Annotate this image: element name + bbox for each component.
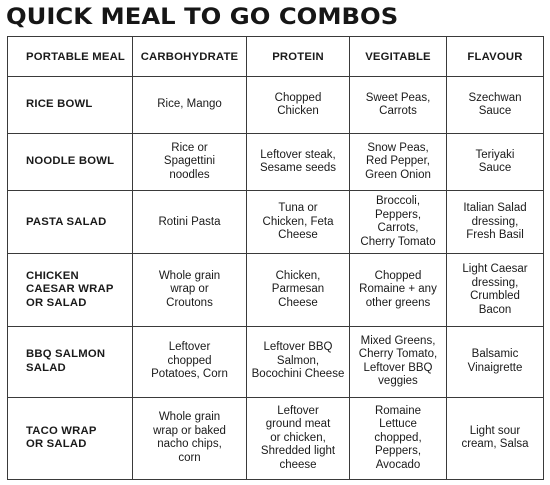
carbohydrate-text: Leftover chopped Potatoes, Corn (151, 341, 228, 381)
table-row (8, 191, 544, 254)
table-row (8, 254, 544, 326)
protein-text: Tuna or Chicken, Feta Cheese (262, 202, 334, 242)
protein-text: Leftover BBQ Salmon, Bocochini Cheese (251, 341, 345, 381)
table-header-row (8, 37, 544, 77)
vegitable-cell (350, 397, 447, 479)
vegitable-text: Snow Peas, Red Pepper, Green Onion (365, 141, 431, 181)
carbohydrate-cell (133, 134, 247, 191)
flavour-cell (447, 191, 544, 254)
carbohydrate-text: Rice, Mango (157, 98, 222, 111)
carbohydrate-cell (133, 77, 247, 134)
carbohydrate-cell (133, 326, 247, 397)
table-row (8, 326, 544, 397)
vegitable-text: Sweet Peas, Carrots (365, 91, 431, 118)
meal-name-text: NOODLE BOWL (26, 155, 115, 168)
flavour-text: Light sour cream, Salsa (461, 424, 529, 451)
carbohydrate-cell (133, 191, 247, 254)
column-header-protein: PROTEIN (247, 37, 350, 77)
flavour-cell (447, 397, 544, 479)
vegitable-cell (350, 254, 447, 326)
vegitable-cell (350, 77, 447, 134)
meal-name-text: CHICKEN CAESAR WRAP OR SALAD (26, 269, 114, 309)
meal-name (8, 77, 133, 134)
vegitable-cell (350, 191, 447, 254)
carbohydrate-cell (133, 254, 247, 326)
carbohydrate-text: Whole grain wrap or baked nacho chips, corn (153, 411, 226, 464)
flavour-text: Teriyaki Sauce (475, 148, 515, 175)
carbohydrate-text: Whole grain wrap or Croutons (158, 269, 221, 309)
table-row (8, 77, 544, 134)
column-header-vegitable: VEGITABLE (350, 37, 447, 77)
protein-cell (247, 326, 350, 397)
protein-cell (247, 134, 350, 191)
meal-name-text: TACO WRAP OR SALAD (26, 424, 97, 451)
flavour-cell (447, 326, 544, 397)
flavour-cell (447, 254, 544, 326)
flavour-text: Italian Salad dressing, Fresh Basil (463, 202, 527, 242)
protein-cell (247, 77, 350, 134)
protein-cell (247, 397, 350, 479)
column-header-carbohydrate: CARBOHYDRATE (133, 37, 247, 77)
flavour-text: Light Caesar dressing, Crumbled Bacon (462, 263, 528, 316)
protein-text: Chopped Chicken (274, 91, 322, 118)
meal-name (8, 397, 133, 479)
carbohydrate-text: Rice or Spagettini noodles (163, 141, 216, 181)
protein-text: Leftover steak, Sesame seeds (259, 148, 337, 175)
meal-name-text: PASTA SALAD (26, 215, 107, 228)
table-row (8, 397, 544, 479)
vegitable-text: Broccoli, Peppers, Carrots, Cherry Tomato (360, 195, 436, 248)
flavour-cell (447, 134, 544, 191)
vegitable-text: Romaine Lettuce chopped, Peppers, Avocado (374, 404, 422, 471)
protein-text: Chicken, Parmesan Cheese (271, 269, 325, 309)
flavour-text: Szechwan Sauce (468, 91, 522, 118)
column-header-portable-meal: PORTABLE MEAL (8, 37, 133, 77)
flavour-cell (447, 77, 544, 134)
meal-combos-table (7, 36, 544, 480)
meal-name (8, 134, 133, 191)
vegitable-text: Mixed Greens, Cherry Tomato, Leftover BBQ veggies (358, 334, 438, 388)
flavour-text: Balsamic Vinaigrette (467, 348, 523, 374)
vegitable-cell (350, 134, 447, 191)
vegitable-cell (350, 326, 447, 397)
vegitable-text: Chopped Romaine + any other greens (359, 269, 437, 309)
table-row (8, 134, 544, 191)
meal-name-text: BBQ SALMON SALAD (26, 348, 106, 374)
carbohydrate-cell (133, 397, 247, 479)
column-header-flavour: FLAVOUR (447, 37, 544, 77)
protein-cell (247, 191, 350, 254)
meal-name-text: RICE BOWL (26, 98, 93, 111)
protein-text: Leftover ground meat or chicken, Shredded light cheese (260, 404, 336, 471)
page-title: QUICK MEAL TO GO COMBOS (6, 4, 399, 30)
protein-cell (247, 254, 350, 326)
meal-name (8, 254, 133, 326)
carbohydrate-text: Rotini Pasta (158, 215, 221, 228)
meal-name (8, 326, 133, 397)
meal-name (8, 191, 133, 254)
